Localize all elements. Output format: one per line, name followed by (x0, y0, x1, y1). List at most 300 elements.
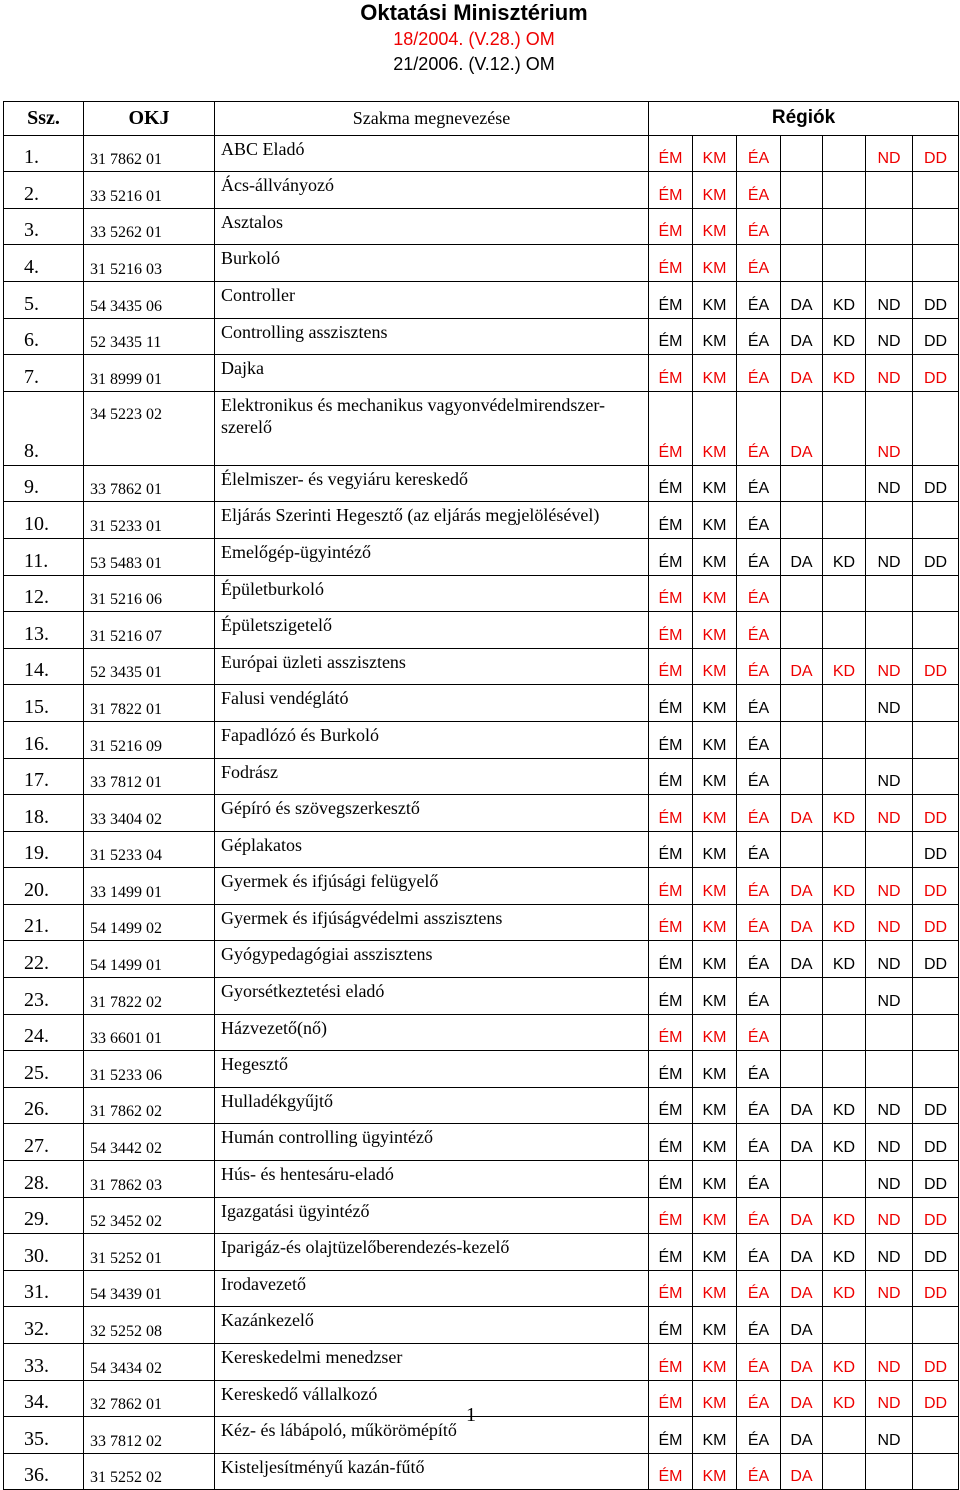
profession-name: Gyermek és ifjúságvédelmi asszisztens (215, 904, 649, 941)
region-cell-ND (866, 831, 913, 868)
region-cell-DA: DA (781, 795, 823, 832)
okj-code: 31 5252 01 (84, 1234, 215, 1271)
region-cell-DD: DD (913, 648, 959, 685)
row-number: 4. (4, 245, 84, 282)
region-cell-DD: DD (913, 795, 959, 832)
region-cell-ÉM: ÉM (649, 648, 693, 685)
row-number: 12. (4, 575, 84, 612)
region-cell-KD (823, 208, 866, 245)
region-cell-KD: KD (823, 355, 866, 392)
region-cell-DA: DA (781, 1453, 823, 1490)
region-cell-ND: ND (866, 1087, 913, 1124)
row-number: 24. (4, 1014, 84, 1051)
profession-name: Fapadlózó és Burkoló (215, 721, 649, 758)
region-cell-ÉA: ÉA (737, 538, 781, 575)
table-row (4, 941, 959, 978)
okj-code: 31 5233 01 (84, 502, 215, 539)
profession-name: ABC Eladó (215, 135, 649, 172)
okj-code: 54 3442 02 (84, 1124, 215, 1161)
region-cell-KD (823, 245, 866, 282)
region-cell-ÉM: ÉM (649, 1161, 693, 1198)
table-row (4, 391, 959, 465)
region-cell-KM: KM (693, 721, 737, 758)
okj-code: 54 3439 01 (84, 1270, 215, 1307)
region-cell-ND: ND (866, 391, 913, 465)
table-row (4, 721, 959, 758)
region-cell-ÉA: ÉA (737, 172, 781, 209)
region-cell-DD: DD (913, 1161, 959, 1198)
region-cell-ÉM: ÉM (649, 978, 693, 1015)
region-cell-DA (781, 135, 823, 172)
region-cell-KM: KM (693, 135, 737, 172)
profession-name: Gyógypedagógiai asszisztens (215, 941, 649, 978)
region-cell-ND: ND (866, 465, 913, 502)
region-cell-ND (866, 612, 913, 649)
table-row (4, 1234, 959, 1271)
region-cell-ÉM: ÉM (649, 1453, 693, 1490)
region-cell-ÉA: ÉA (737, 245, 781, 282)
region-cell-ND: ND (866, 648, 913, 685)
region-cell-ÉM: ÉM (649, 355, 693, 392)
region-cell-ÉA: ÉA (737, 1234, 781, 1271)
region-cell-DD (913, 391, 959, 465)
region-cell-ÉA: ÉA (737, 648, 781, 685)
table-row (4, 1453, 959, 1490)
region-cell-KM: KM (693, 1087, 737, 1124)
region-cell-ÉA: ÉA (737, 1161, 781, 1198)
row-number: 20. (4, 868, 84, 905)
region-cell-KD: KD (823, 281, 866, 318)
region-cell-DD (913, 502, 959, 539)
row-number: 23. (4, 978, 84, 1015)
table-row (4, 281, 959, 318)
region-cell-KD: KD (823, 941, 866, 978)
region-cell-ÉA: ÉA (737, 868, 781, 905)
region-cell-ÉM: ÉM (649, 135, 693, 172)
region-cell-KD: KD (823, 1197, 866, 1234)
okj-code: 32 7862 01 (84, 1380, 215, 1417)
region-cell-ÉM: ÉM (649, 391, 693, 465)
row-number: 30. (4, 1234, 84, 1271)
region-cell-DA (781, 172, 823, 209)
table-row (4, 685, 959, 722)
region-cell-ÉA: ÉA (737, 978, 781, 1015)
region-cell-KD (823, 172, 866, 209)
table-row (4, 355, 959, 392)
region-cell-DA (781, 245, 823, 282)
profession-name: Ács-állványozó (215, 172, 649, 209)
region-cell-KM: KM (693, 538, 737, 575)
table-row (4, 1014, 959, 1051)
region-cell-ND (866, 208, 913, 245)
row-number: 16. (4, 721, 84, 758)
region-cell-ND (866, 721, 913, 758)
region-cell-KM: KM (693, 941, 737, 978)
profession-name: Kereskedő vállalkozó (215, 1380, 649, 1417)
table-row (4, 831, 959, 868)
region-cell-ND (866, 172, 913, 209)
row-number: 21. (4, 904, 84, 941)
profession-name: Kéz- és lábápoló, műkörömépítő (215, 1417, 649, 1454)
region-cell-KM: KM (693, 868, 737, 905)
region-cell-DD: DD (913, 904, 959, 941)
profession-name: Emelőgép-ügyintéző (215, 538, 649, 575)
row-number: 27. (4, 1124, 84, 1161)
row-number: 35. (4, 1417, 84, 1454)
region-cell-DA (781, 208, 823, 245)
profession-name: Gyermek és ifjúsági felügyelő (215, 868, 649, 905)
region-cell-KM: KM (693, 575, 737, 612)
table-row (4, 612, 959, 649)
region-cell-DD (913, 1014, 959, 1051)
region-cell-KM: KM (693, 1380, 737, 1417)
region-cell-KD (823, 502, 866, 539)
row-number: 6. (4, 318, 84, 355)
okj-code: 31 7862 01 (84, 135, 215, 172)
region-cell-DD (913, 1051, 959, 1088)
okj-code: 31 8999 01 (84, 355, 215, 392)
table-row (4, 1380, 959, 1417)
region-cell-KD: KD (823, 648, 866, 685)
row-number: 15. (4, 685, 84, 722)
region-cell-ND: ND (866, 941, 913, 978)
table-row (4, 502, 959, 539)
region-cell-KM: KM (693, 1417, 737, 1454)
profession-name: Dajka (215, 355, 649, 392)
region-cell-KM: KM (693, 758, 737, 795)
region-cell-DD: DD (913, 318, 959, 355)
region-cell-DA: DA (781, 281, 823, 318)
region-cell-KM: KM (693, 1124, 737, 1161)
okj-code: 33 5216 01 (84, 172, 215, 209)
row-number: 25. (4, 1051, 84, 1088)
region-cell-KM: KM (693, 172, 737, 209)
table-row (4, 868, 959, 905)
region-cell-DD: DD (913, 1380, 959, 1417)
profession-name: Épületszigetelő (215, 612, 649, 649)
region-cell-KD (823, 391, 866, 465)
table-row (4, 1051, 959, 1088)
table-row (4, 1344, 959, 1381)
region-cell-ÉM: ÉM (649, 721, 693, 758)
region-cell-DA (781, 1161, 823, 1198)
okj-code: 33 6601 01 (84, 1014, 215, 1051)
region-cell-DD (913, 685, 959, 722)
region-cell-DA: DA (781, 1197, 823, 1234)
region-cell-KD (823, 1307, 866, 1344)
region-cell-KM: KM (693, 502, 737, 539)
okj-code: 31 5216 03 (84, 245, 215, 282)
region-cell-ÉA: ÉA (737, 795, 781, 832)
region-cell-DD: DD (913, 281, 959, 318)
row-number: 29. (4, 1197, 84, 1234)
okj-code: 54 1499 02 (84, 904, 215, 941)
row-number: 10. (4, 502, 84, 539)
region-cell-DA: DA (781, 391, 823, 465)
page-number: 1 (466, 1404, 476, 1426)
region-cell-KD (823, 1453, 866, 1490)
region-cell-ÉA: ÉA (737, 1344, 781, 1381)
region-cell-ÉM: ÉM (649, 941, 693, 978)
row-number: 13. (4, 612, 84, 649)
region-cell-DD (913, 758, 959, 795)
region-cell-ÉM: ÉM (649, 831, 693, 868)
decree-line-2: 21/2006. (V.12.) OM (393, 54, 555, 74)
region-cell-ÉM: ÉM (649, 245, 693, 282)
region-cell-DD: DD (913, 1270, 959, 1307)
profession-name: Gépíró és szövegszerkesztő (215, 795, 649, 832)
region-cell-DD: DD (913, 465, 959, 502)
region-cell-KD: KD (823, 318, 866, 355)
region-cell-KM: KM (693, 318, 737, 355)
region-cell-DD (913, 1453, 959, 1490)
profession-name: Európai üzleti asszisztens (215, 648, 649, 685)
okj-code: 31 5216 06 (84, 575, 215, 612)
region-cell-ND: ND (866, 904, 913, 941)
region-cell-ND: ND (866, 758, 913, 795)
region-cell-KM: KM (693, 904, 737, 941)
region-cell-ND: ND (866, 1197, 913, 1234)
region-cell-DD (913, 208, 959, 245)
region-cell-ÉM: ÉM (649, 1234, 693, 1271)
region-cell-KD (823, 1161, 866, 1198)
row-number: 1. (4, 135, 84, 172)
profession-name: Iparigáz-és olajtüzelőberendezés-kezelő (215, 1234, 649, 1271)
table-row (4, 465, 959, 502)
region-cell-DA: DA (781, 1270, 823, 1307)
region-cell-KM: KM (693, 1453, 737, 1490)
okj-code: 52 3452 02 (84, 1197, 215, 1234)
profession-name: Fodrász (215, 758, 649, 795)
header-row (4, 102, 959, 136)
okj-code: 54 3434 02 (84, 1344, 215, 1381)
region-cell-ÉM: ÉM (649, 1197, 693, 1234)
col-header-okj: OKJ (84, 102, 215, 136)
region-cell-DA: DA (781, 1234, 823, 1271)
region-cell-ND (866, 575, 913, 612)
region-cell-DD: DD (913, 1234, 959, 1271)
region-cell-ÉA: ÉA (737, 904, 781, 941)
okj-code: 52 3435 11 (84, 318, 215, 355)
profession-name: Asztalos (215, 208, 649, 245)
region-cell-KM: KM (693, 1270, 737, 1307)
region-cell-ÉM: ÉM (649, 465, 693, 502)
region-cell-DA (781, 612, 823, 649)
table-row (4, 1124, 959, 1161)
region-cell-DA: DA (781, 1344, 823, 1381)
okj-code: 33 1499 01 (84, 868, 215, 905)
region-cell-DA (781, 721, 823, 758)
profession-name: Irodavezető (215, 1270, 649, 1307)
region-cell-DD: DD (913, 831, 959, 868)
okj-code: 54 1499 01 (84, 941, 215, 978)
table-row (4, 1307, 959, 1344)
okj-code: 31 5233 06 (84, 1051, 215, 1088)
okj-code: 31 7862 02 (84, 1087, 215, 1124)
region-cell-KD (823, 831, 866, 868)
region-cell-DA (781, 685, 823, 722)
region-cell-DD (913, 612, 959, 649)
region-cell-ÉA: ÉA (737, 1417, 781, 1454)
table-row (4, 245, 959, 282)
region-cell-DD (913, 172, 959, 209)
profession-name: Géplakatos (215, 831, 649, 868)
table-body (4, 135, 959, 1490)
table-row (4, 318, 959, 355)
region-cell-ÉM: ÉM (649, 208, 693, 245)
row-number: 8. (4, 391, 84, 465)
region-cell-ÉA: ÉA (737, 1087, 781, 1124)
table-row (4, 1161, 959, 1198)
profession-name: Gyorsétkeztetési eladó (215, 978, 649, 1015)
profession-name: Hús- és hentesáru-eladó (215, 1161, 649, 1198)
table-row (4, 172, 959, 209)
region-cell-ÉA: ÉA (737, 135, 781, 172)
table-row (4, 538, 959, 575)
region-cell-DA: DA (781, 868, 823, 905)
table-row (4, 1417, 959, 1454)
region-cell-ÉM: ÉM (649, 904, 693, 941)
region-cell-KM: KM (693, 355, 737, 392)
region-cell-DA (781, 575, 823, 612)
region-cell-ND: ND (866, 1124, 913, 1161)
region-cell-KM: KM (693, 685, 737, 722)
region-cell-KD: KD (823, 1234, 866, 1271)
region-cell-KM: KM (693, 1344, 737, 1381)
row-number: 31. (4, 1270, 84, 1307)
region-cell-ND: ND (866, 685, 913, 722)
region-cell-ÉA: ÉA (737, 1014, 781, 1051)
region-cell-ÉA: ÉA (737, 318, 781, 355)
region-cell-ND: ND (866, 1270, 913, 1307)
region-cell-ÉA: ÉA (737, 831, 781, 868)
profession-name: Controlling asszisztens (215, 318, 649, 355)
profession-name: Kisteljesítményű kazán-fűtő (215, 1453, 649, 1490)
region-cell-DA: DA (781, 1307, 823, 1344)
table-row (4, 135, 959, 172)
row-number: 34. (4, 1380, 84, 1417)
region-cell-DA (781, 978, 823, 1015)
okj-code: 31 5252 02 (84, 1453, 215, 1490)
region-cell-ÉM: ÉM (649, 1380, 693, 1417)
region-cell-KM: KM (693, 1051, 737, 1088)
region-cell-ÉM: ÉM (649, 795, 693, 832)
region-cell-DA (781, 465, 823, 502)
row-number: 7. (4, 355, 84, 392)
table-row (4, 575, 959, 612)
region-cell-ÉA: ÉA (737, 721, 781, 758)
region-cell-DD (913, 978, 959, 1015)
okj-code: 33 3404 02 (84, 795, 215, 832)
region-cell-KM: KM (693, 208, 737, 245)
region-cell-KD (823, 1051, 866, 1088)
profession-name: Elektronikus és mechanikus vagyonvédelmirendszer-szerelő (215, 391, 649, 465)
region-cell-ND: ND (866, 868, 913, 905)
region-cell-ND (866, 1014, 913, 1051)
region-cell-ND (866, 1307, 913, 1344)
region-cell-DA (781, 502, 823, 539)
region-cell-ÉM: ÉM (649, 1124, 693, 1161)
region-cell-ND (866, 1051, 913, 1088)
okj-code: 31 7822 02 (84, 978, 215, 1015)
region-cell-DD: DD (913, 355, 959, 392)
region-cell-DD: DD (913, 1087, 959, 1124)
region-cell-ÉA: ÉA (737, 355, 781, 392)
region-cell-DA: DA (781, 1417, 823, 1454)
page-title: Oktatási Minisztérium (360, 0, 588, 25)
region-cell-KD: KD (823, 795, 866, 832)
region-cell-KM: KM (693, 391, 737, 465)
okj-code: 31 5216 09 (84, 721, 215, 758)
row-number: 28. (4, 1161, 84, 1198)
region-cell-DD: DD (913, 1124, 959, 1161)
region-cell-ÉM: ÉM (649, 318, 693, 355)
region-cell-ND: ND (866, 318, 913, 355)
table-row (4, 795, 959, 832)
region-cell-KM: KM (693, 1234, 737, 1271)
row-number: 9. (4, 465, 84, 502)
region-cell-DA: DA (781, 355, 823, 392)
region-cell-ND: ND (866, 135, 913, 172)
table-row (4, 904, 959, 941)
profession-name: Eljárás Szerinti Hegesztő (az eljárás megjelölésével) (215, 502, 649, 539)
col-header-ssz: Ssz. (4, 102, 84, 136)
region-cell-ÉM: ÉM (649, 1417, 693, 1454)
region-cell-DD: DD (913, 1197, 959, 1234)
region-cell-ÉA: ÉA (737, 685, 781, 722)
table-row (4, 648, 959, 685)
region-cell-ÉA: ÉA (737, 1124, 781, 1161)
profession-name: Humán controlling ügyintéző (215, 1124, 649, 1161)
region-cell-KD (823, 612, 866, 649)
region-cell-KM: KM (693, 1014, 737, 1051)
region-cell-DA (781, 831, 823, 868)
region-cell-ÉA: ÉA (737, 1051, 781, 1088)
row-number: 2. (4, 172, 84, 209)
region-cell-ÉA: ÉA (737, 391, 781, 465)
region-cell-KD: KD (823, 1270, 866, 1307)
row-number: 11. (4, 538, 84, 575)
region-cell-ÉM: ÉM (649, 1087, 693, 1124)
row-number: 3. (4, 208, 84, 245)
row-number: 22. (4, 941, 84, 978)
region-cell-ND (866, 1453, 913, 1490)
okj-code: 31 7822 01 (84, 685, 215, 722)
region-cell-KD: KD (823, 904, 866, 941)
row-number: 26. (4, 1087, 84, 1124)
region-cell-ÉM: ÉM (649, 281, 693, 318)
region-cell-DD: DD (913, 1344, 959, 1381)
region-cell-ÉA: ÉA (737, 1307, 781, 1344)
row-number: 5. (4, 281, 84, 318)
region-cell-ÉA: ÉA (737, 575, 781, 612)
region-cell-ND: ND (866, 1161, 913, 1198)
region-cell-ÉA: ÉA (737, 281, 781, 318)
region-cell-KD (823, 135, 866, 172)
row-number: 14. (4, 648, 84, 685)
okj-code: 52 3435 01 (84, 648, 215, 685)
region-cell-KD (823, 685, 866, 722)
region-cell-KM: KM (693, 1161, 737, 1198)
region-cell-DD (913, 1417, 959, 1454)
region-cell-DD (913, 1307, 959, 1344)
region-cell-KM: KM (693, 281, 737, 318)
region-cell-ÉM: ÉM (649, 1051, 693, 1088)
profession-name: Burkoló (215, 245, 649, 282)
region-cell-ÉM: ÉM (649, 685, 693, 722)
region-cell-ÉM: ÉM (649, 502, 693, 539)
region-cell-ND: ND (866, 1380, 913, 1417)
